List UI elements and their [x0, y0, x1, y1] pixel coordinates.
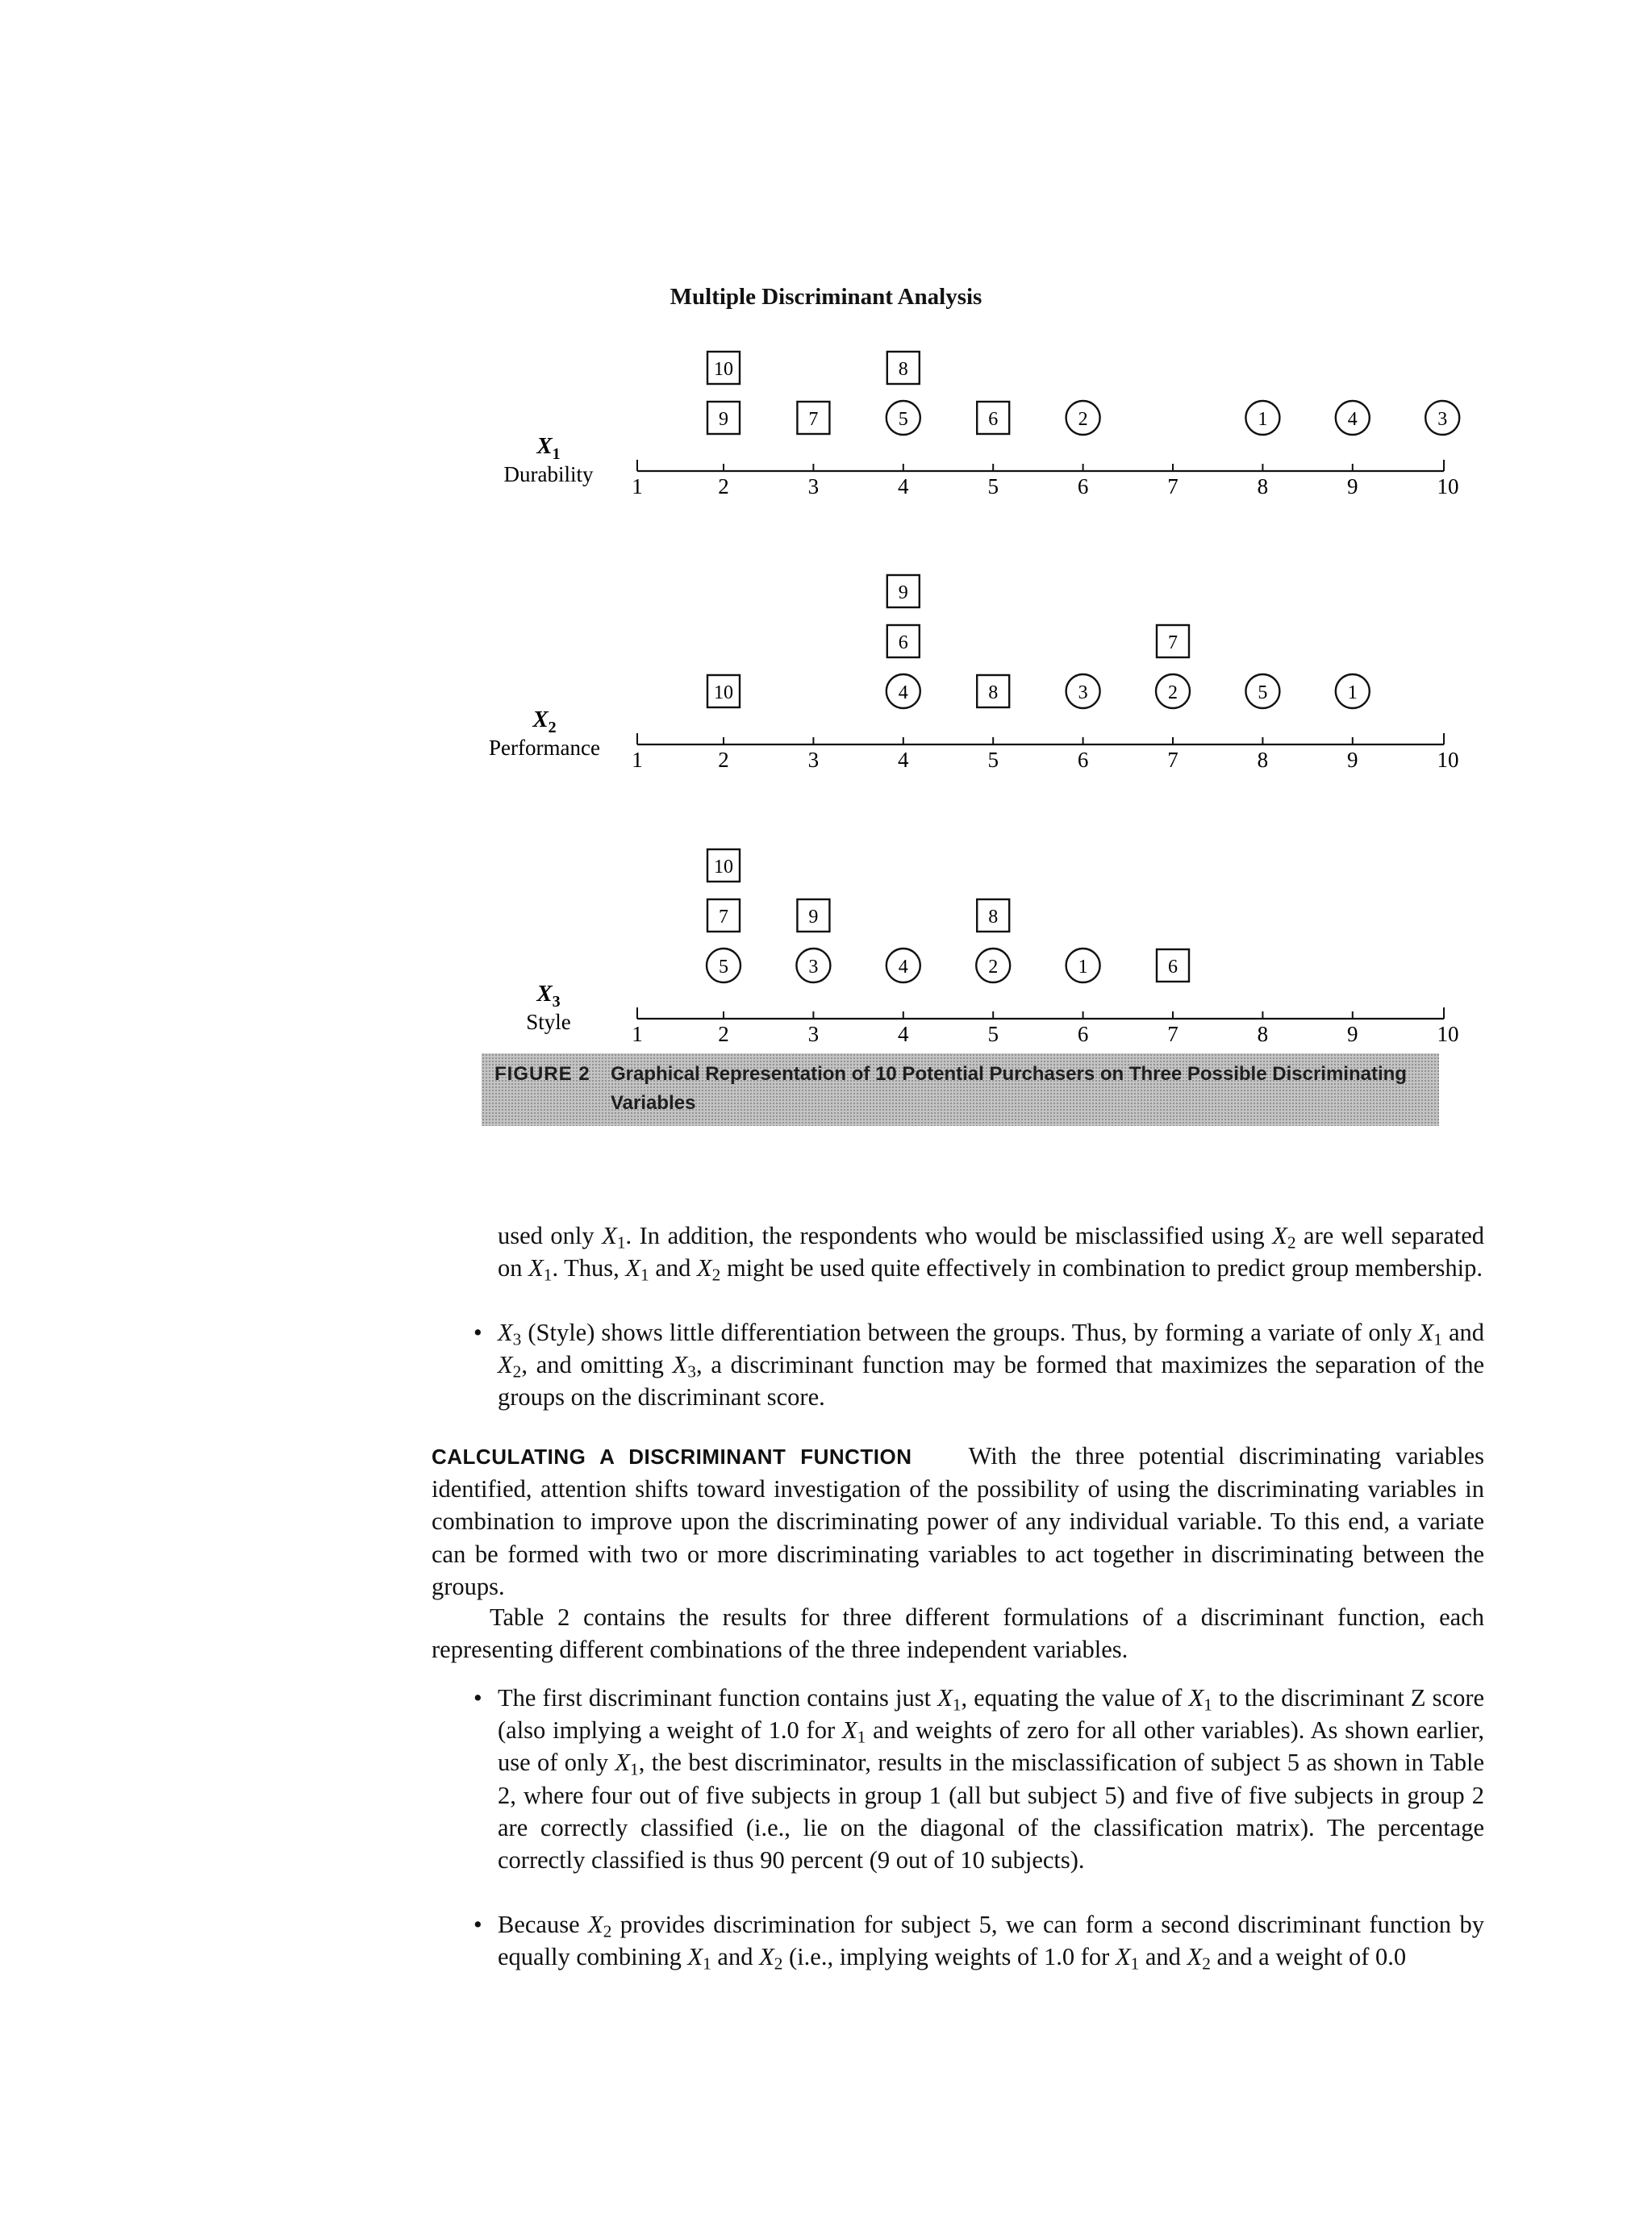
paragraph-table-2: Table 2 contains the results for three different formulations of a discriminant function, each representing different combinations of the three independent variables. [432, 1603, 1484, 1664]
data-point-label: 9 [808, 907, 819, 928]
data-point-label: 7 [808, 409, 819, 430]
bullet-marker: • [473, 1684, 482, 1712]
figure-caption-text: Graphical Representation of 10 Potential Purchasers on Three Possible Discriminating Variables [611, 1063, 1407, 1114]
paragraph-calculating: CALCULATING A DISCRIMINANT FUNCTION With the three potential discriminating variables identified, attention shifts toward investigation of the possibility of using the discriminating variables in combination to improve upon the discriminating power of any individual variable. To this end, a variate can be formed with two or more discriminating variables to act together in discriminating between the groups. [432, 1442, 1484, 1600]
variable-name: Durability [503, 462, 594, 486]
tick-label: 10 [1437, 474, 1459, 498]
tick-label: 5 [987, 474, 999, 498]
bullet-item-style: $X_3$ (Style) shows little differentiation between the groups. Thus, by forming a variate of only $X_1$ and $X_2$, and omitting $X_3$, a discriminant function may be formed that maximizes the separation of the groups on the discriminant score. [498, 1319, 1484, 1411]
data-point-label: 9 [719, 409, 728, 430]
data-point-label: 10 [714, 682, 733, 703]
tick-label: 6 [1077, 1022, 1089, 1046]
figure-caption [482, 1053, 1439, 1126]
data-point-label: 2 [1078, 409, 1088, 430]
data-point-label: 6 [898, 632, 908, 653]
tick-label: 1 [632, 748, 643, 772]
tick-label: 8 [1257, 1022, 1269, 1046]
data-point-label: 5 [1258, 682, 1268, 703]
bullet-marker: • [473, 1911, 482, 1938]
data-point-label: 7 [719, 907, 728, 928]
running-head: Multiple Discriminant Analysis [670, 284, 982, 310]
data-point-label: 10 [714, 359, 733, 380]
tick-label: 4 [898, 474, 909, 498]
data-point-label: 7 [1168, 632, 1178, 653]
data-point-label: 8 [898, 359, 908, 380]
tick-label: 1 [632, 1022, 643, 1046]
data-point-label: 4 [1347, 409, 1358, 430]
bullet-item-first-function: The first discriminant function contains just $X_1$, equating the value of $X_1$ to the discriminant Z score (also implying a weight of 1.0 for $X_1$ and weights of zero for all other variables). As shown earlier, use of only $X_1$, the best discriminator, results in the misclassification of subject 5 as shown in Table 2, where four out of five subjects in group 1 (all but subject 5) and five of five subjects in group 2 are correctly classified (i.e., lie on the diagonal of the classification matrix). The percentage correctly classified is thus 90 percent (9 out of 10 subjects). [498, 1684, 1485, 1874]
tick-label: 3 [807, 1022, 820, 1046]
tick-label: 2 [718, 474, 729, 498]
tick-label: 7 [1167, 748, 1179, 772]
data-point-label: 5 [898, 409, 908, 430]
variable-name: Performance [489, 736, 600, 760]
data-point-label: 2 [988, 957, 999, 978]
tick-label: 1 [632, 474, 643, 498]
figure-label: FIGURE 2 [494, 1063, 590, 1085]
data-point-label: 1 [1347, 682, 1358, 703]
tick-label: 3 [807, 748, 820, 772]
variable-symbol: $X_3$ [536, 981, 561, 1011]
data-point-label: 3 [1078, 682, 1088, 703]
tick-label: 8 [1257, 474, 1269, 498]
tick-label: 9 [1347, 474, 1358, 498]
bullet-item-second-function: Because $X_2$ provides discrimination for subject 5, we can form a second discriminant function by equally combining $X_1$ and $X_2$ (i.e., implying weights of 1.0 for $X_1$ and $X_2$ and a weight of 0.0 [498, 1911, 1484, 1974]
tick-label: 5 [987, 1022, 999, 1046]
data-point-label: 6 [1168, 957, 1178, 978]
tick-label: 9 [1347, 748, 1358, 772]
tick-label: 6 [1077, 748, 1089, 772]
tick-label: 7 [1167, 1022, 1179, 1046]
data-point-label: 10 [714, 857, 733, 878]
tick-label: 2 [718, 748, 729, 772]
section-heading: CALCULATING A DISCRIMINANT FUNCTION [432, 1445, 912, 1469]
tick-label: 6 [1077, 474, 1089, 498]
data-point-label: 4 [898, 957, 908, 978]
tick-label: 8 [1257, 748, 1269, 772]
tick-label: 5 [987, 748, 999, 772]
tick-label: 10 [1437, 1022, 1459, 1046]
paragraph-continued: used only $X_1$. In addition, the respondents who would be misclassified using $X_2$ are well separated on $X_1$. Thus, $X_1$ and $X_2$ might be used quite effectively in combination to predict group membership. [498, 1222, 1484, 1285]
data-point-label: 5 [719, 957, 728, 978]
data-point-label: 6 [988, 409, 999, 430]
tick-label: 4 [898, 1022, 909, 1046]
data-point-label: 3 [1437, 409, 1448, 430]
tick-label: 2 [718, 1022, 729, 1046]
figure-2-chart [0, 306, 1652, 1049]
data-point-label: 1 [1258, 409, 1268, 430]
data-point-label: 8 [988, 682, 999, 703]
variable-symbol: $X_1$ [536, 433, 561, 463]
tick-label: 4 [898, 748, 909, 772]
data-point-label: 2 [1168, 682, 1178, 703]
data-point-label: 3 [808, 957, 819, 978]
data-point-label: 9 [898, 582, 908, 603]
bullet-marker: • [473, 1319, 482, 1346]
variable-symbol: $X_2$ [532, 707, 557, 736]
tick-label: 7 [1167, 474, 1179, 498]
tick-label: 9 [1347, 1022, 1358, 1046]
data-point-label: 8 [988, 907, 999, 928]
data-point-label: 4 [898, 682, 908, 703]
data-point-label: 1 [1078, 957, 1088, 978]
tick-label: 10 [1437, 748, 1459, 772]
tick-label: 3 [807, 474, 820, 498]
variable-name: Style [526, 1010, 571, 1034]
